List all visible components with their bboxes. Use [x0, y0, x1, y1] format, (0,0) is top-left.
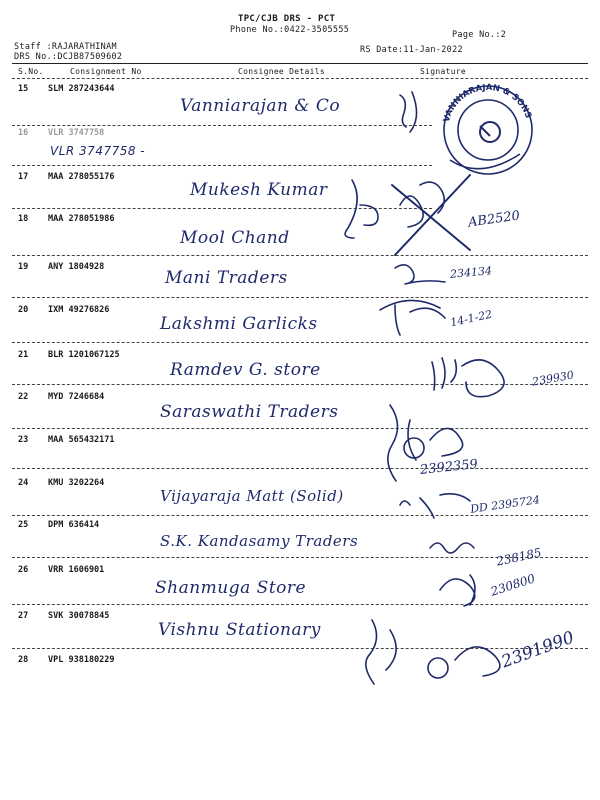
row-consignment: VRR 1606901 — [48, 565, 105, 575]
row-consignment: MAA 278055176 — [48, 172, 115, 182]
staff-name: Staff :RAJARATHINAM — [14, 42, 117, 52]
row-sno: 15 — [18, 84, 29, 94]
row-consignment: MAA 565432171 — [48, 435, 115, 445]
row-sno: 22 — [18, 392, 29, 402]
row-sno: 23 — [18, 435, 29, 445]
row-consignment: KMU 3202264 — [48, 478, 105, 488]
consignee-handwritten: Ramdev G. store — [170, 360, 321, 380]
row-sno: 26 — [18, 565, 29, 575]
row-sno: 24 — [18, 478, 29, 488]
consignee-handwritten: Shanmuga Store — [155, 578, 307, 598]
signature-number: 239930 — [531, 368, 575, 389]
signature-number: 14-1-22 — [449, 307, 494, 330]
row-sno: 27 — [18, 611, 29, 621]
signature-number: AB2520 — [467, 208, 521, 231]
row-sno: 20 — [18, 305, 29, 315]
row-sno: 17 — [18, 172, 29, 182]
row-consignment: BLR 1201067125 — [48, 350, 120, 360]
row-consignment: IXM 49276826 — [48, 305, 110, 315]
row-sno: 18 — [18, 214, 29, 224]
column-header-sno: S.No. — [18, 67, 44, 76]
phone-number: Phone No.:0422-3505555 — [230, 25, 350, 35]
consignee-handwritten: Mani Traders — [165, 268, 288, 288]
consignee-handwritten: VLR 3747758 - — [50, 144, 146, 158]
signature-number: DD 2395724 — [469, 493, 541, 516]
row-consignment: VLR 3747758 — [48, 128, 105, 138]
row-consignment: SLM 287243644 — [48, 84, 115, 94]
consignee-handwritten: S.K. Kandasamy Traders — [160, 532, 359, 550]
rs-date: RS Date:11-Jan-2022 — [360, 45, 463, 55]
row-consignment: DPM 636414 — [48, 520, 100, 530]
consignee-handwritten: Mool Chand — [180, 228, 290, 248]
row-consignment: MYD 7246684 — [48, 392, 105, 402]
row-consignment: VPL 938180229 — [48, 655, 115, 665]
signature-number: 234134 — [449, 264, 493, 281]
row-sno: 16 — [18, 128, 29, 138]
row-sno: 19 — [18, 262, 29, 272]
signature-number: 2391990 — [498, 627, 577, 673]
consignee-handwritten: Vijayaraja Matt (Solid) — [160, 487, 344, 505]
consignee-handwritten: Mukesh Kumar — [190, 180, 328, 200]
row-sno: 25 — [18, 520, 29, 530]
consignee-handwritten: Lakshmi Garlicks — [160, 314, 318, 334]
row-sno: 28 — [18, 655, 29, 665]
page-number: Page No.:2 — [452, 30, 507, 40]
sheet-title: TPC/CJB DRS - PCT — [238, 14, 336, 24]
row-consignment: ANY 1804928 — [48, 262, 105, 272]
consignee-handwritten: Vanniarajan & Co — [180, 96, 341, 116]
consignee-handwritten: Vishnu Stationary — [158, 620, 321, 640]
signature-number: 230800 — [488, 571, 537, 599]
consignee-handwritten: Saraswathi Traders — [160, 402, 339, 422]
column-header-consignment: Consignment No — [70, 67, 142, 76]
row-consignment: SVK 30078845 — [48, 611, 110, 621]
drs-number: DRS No.:DCJB87509602 — [14, 52, 123, 62]
stamp-text: VANNIARAJAN & SONS — [441, 82, 534, 124]
column-header-signature: Signature — [420, 67, 467, 76]
signature-number: 238185 — [495, 545, 543, 569]
row-consignment: MAA 278051986 — [48, 214, 115, 224]
signature-number: 2392359 — [419, 457, 479, 478]
column-header-consignee: Consignee Details — [238, 67, 325, 76]
row-sno: 21 — [18, 350, 29, 360]
